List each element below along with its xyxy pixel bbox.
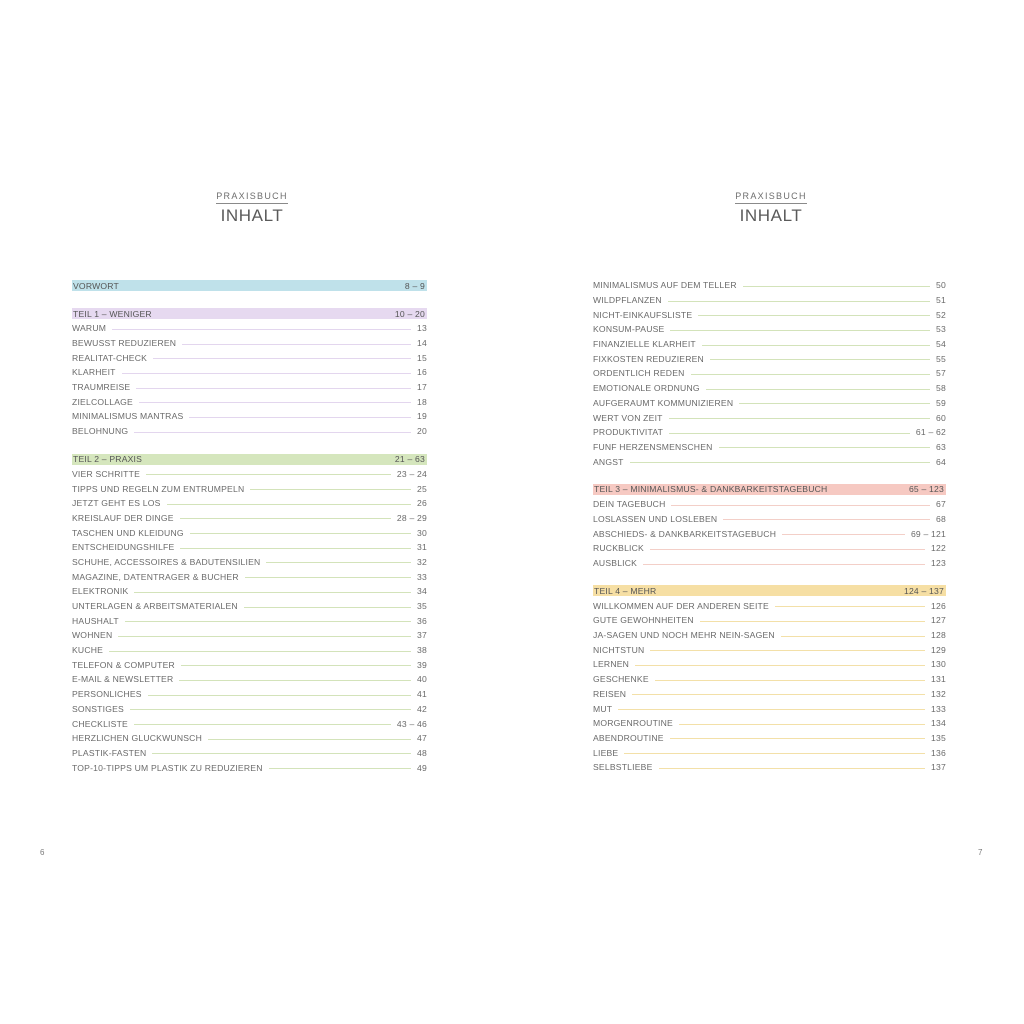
toc-entry[interactable]	[593, 642, 946, 657]
left-page-title: INHALT	[220, 206, 284, 225]
toc-entry-leader-line	[125, 621, 411, 622]
toc-entry-label: ABSCHIEDS- & DANKBARKEITSTAGEBUCH	[593, 528, 777, 539]
toc-entry-label: MUT	[593, 703, 613, 714]
toc-entry-page: 17	[417, 382, 427, 393]
toc-entry[interactable]	[72, 409, 427, 424]
toc-entry-page: 55	[936, 353, 946, 364]
right-page-title: INHALT	[739, 206, 803, 225]
toc-entry[interactable]	[72, 657, 427, 672]
toc-entry-page: 13	[417, 323, 427, 334]
toc-entry-leader-line	[148, 695, 411, 696]
toc-entry-label: GESCHENKE	[593, 674, 649, 685]
toc-entry-label: AUSBLICK	[593, 558, 638, 569]
toc-entry[interactable]	[593, 278, 946, 293]
toc-entry[interactable]	[72, 584, 427, 599]
toc-entry-page: 39	[417, 659, 427, 670]
toc-entry-label: RUCKBLICK	[593, 543, 644, 554]
toc-entry-label: MINIMALISMUS AUF DEM TELLER	[593, 280, 737, 291]
toc-entry-label: TASCHEN UND KLEIDUNG	[72, 527, 184, 538]
toc-entry-page: 64	[936, 456, 946, 467]
section-heading-label: TEIL 4 – MEHR	[594, 585, 657, 596]
toc-entry[interactable]	[593, 497, 946, 512]
toc-entry-leader-line	[134, 724, 391, 725]
toc-entry-label: KUCHE	[72, 645, 104, 656]
section-heading-pages: 8 – 9	[404, 280, 425, 291]
section-spacer	[593, 570, 946, 585]
toc-entry[interactable]	[72, 336, 427, 351]
toc-entry[interactable]	[593, 541, 946, 556]
toc-entry[interactable]	[593, 526, 946, 541]
toc-entry-page: 68	[936, 513, 946, 524]
toc-entry-leader-line	[112, 329, 411, 330]
toc-entry-leader-line	[208, 739, 411, 740]
toc-entry[interactable]	[593, 337, 946, 352]
toc-entry-page: 67	[936, 499, 946, 510]
toc-entry-page: 69 – 121	[910, 528, 946, 539]
toc-entry[interactable]	[72, 496, 427, 511]
toc-entry-page: 134	[931, 718, 946, 729]
section-heading[interactable]	[593, 484, 946, 495]
toc-entry-label: WILDPFLANZEN	[593, 295, 662, 306]
toc-entry-page: 37	[417, 630, 427, 641]
toc-entry-label: HAUSHALT	[72, 615, 119, 626]
toc-entry-page: 60	[936, 412, 946, 423]
toc-entry[interactable]	[593, 293, 946, 308]
right-page-header	[711, 186, 831, 226]
toc-entry-leader-line	[118, 636, 411, 637]
toc-entry-leader-line	[181, 665, 411, 666]
left-toc	[72, 280, 427, 775]
toc-entry-label: FINANZIELLE KLARHEIT	[593, 339, 696, 350]
toc-entry-page: 49	[417, 762, 427, 773]
toc-entry[interactable]	[593, 454, 946, 469]
toc-entry[interactable]	[593, 366, 946, 381]
toc-entry-leader-line	[109, 651, 411, 652]
toc-entry-page: 54	[936, 339, 946, 350]
toc-entry-label: SONSTIGES	[72, 703, 124, 714]
toc-entry-label: ENTSCHEIDUNGSHILFE	[72, 542, 175, 553]
toc-entry[interactable]	[72, 511, 427, 526]
toc-entry[interactable]	[72, 628, 427, 643]
toc-entry-label: ABENDROUTINE	[593, 732, 664, 743]
toc-entry-page: 42	[417, 703, 427, 714]
toc-entry[interactable]	[72, 394, 427, 409]
toc-entry-page: 136	[931, 747, 946, 758]
toc-entry-leader-line	[632, 694, 925, 695]
toc-entry-label: TELEFON & COMPUTER	[72, 659, 175, 670]
toc-entry-page: 137	[931, 762, 946, 773]
toc-entry-leader-line	[624, 753, 925, 754]
right-page	[512, 0, 1024, 1024]
toc-entry[interactable]	[593, 440, 946, 455]
section-heading[interactable]	[593, 585, 946, 596]
toc-entry-leader-line	[130, 709, 411, 710]
toc-entry-label: KREISLAUF DER DINGE	[72, 512, 174, 523]
toc-entry-label: JETZT GEHT ES LOS	[72, 498, 161, 509]
toc-entry-leader-line	[182, 344, 411, 345]
toc-entry[interactable]	[72, 424, 427, 439]
toc-entry[interactable]	[593, 351, 946, 366]
toc-entry-page: 14	[417, 338, 427, 349]
toc-entry-leader-line	[250, 489, 411, 490]
toc-entry[interactable]	[72, 702, 427, 717]
toc-entry[interactable]	[593, 701, 946, 716]
left-page-header	[192, 186, 312, 226]
toc-entry[interactable]	[72, 467, 427, 482]
toc-entry-label: NICHT-EINKAUFSLISTE	[593, 309, 693, 320]
toc-entry-label: HERZLICHEN GLUCKWUNSCH	[72, 733, 202, 744]
toc-entry-label: FUNF HERZENSMENSCHEN	[593, 441, 713, 452]
toc-entry-page: 20	[417, 426, 427, 437]
toc-entry[interactable]	[593, 745, 946, 760]
toc-entry[interactable]	[72, 380, 427, 395]
toc-entry-leader-line	[781, 636, 925, 637]
section-heading-pages: 124 – 137	[903, 585, 944, 596]
toc-entry-page: 19	[417, 411, 427, 422]
toc-entry-page: 132	[931, 688, 946, 699]
toc-entry-page: 58	[936, 383, 946, 394]
toc-entry-page: 35	[417, 601, 427, 612]
toc-entry-leader-line	[180, 518, 391, 519]
section-heading-pages: 21 – 63	[394, 454, 425, 464]
toc-entry-page: 41	[417, 689, 427, 700]
toc-entry-label: WERT VON ZEIT	[593, 412, 663, 423]
toc-entry-page: 53	[936, 324, 946, 335]
toc-entry[interactable]	[593, 731, 946, 746]
section-spacer	[593, 469, 946, 484]
toc-entry-label: WOHNEN	[72, 630, 113, 641]
toc-entry-page: 63	[936, 441, 946, 452]
section-heading-label: TEIL 2 – PRAXIS	[73, 454, 143, 464]
toc-entry-leader-line	[671, 505, 930, 506]
toc-entry-label: ZIELCOLLAGE	[72, 396, 133, 407]
toc-entry-leader-line	[775, 606, 925, 607]
toc-entry-label: PLASTIK-FASTEN	[72, 747, 147, 758]
toc-entry-leader-line	[723, 519, 930, 520]
toc-entry-leader-line	[134, 432, 411, 433]
toc-entry[interactable]	[593, 716, 946, 731]
section-heading[interactable]	[72, 308, 427, 319]
toc-entry-leader-line	[244, 607, 411, 608]
toc-entry-page: 128	[931, 630, 946, 641]
toc-entry[interactable]	[72, 569, 427, 584]
toc-entry-page: 28 – 29	[396, 512, 427, 523]
toc-entry-label: REALITAT-CHECK	[72, 352, 148, 363]
toc-entry-page: 127	[931, 615, 946, 626]
toc-entry[interactable]	[593, 598, 946, 613]
toc-entry-label: NICHTSTUN	[593, 644, 645, 655]
toc-entry[interactable]	[593, 512, 946, 527]
toc-entry-leader-line	[650, 650, 925, 651]
toc-entry[interactable]	[72, 365, 427, 380]
toc-entry-leader-line	[670, 330, 930, 331]
toc-entry-label: GUTE GEWOHNHEITEN	[593, 615, 694, 626]
toc-entry-leader-line	[630, 462, 930, 463]
toc-entry[interactable]	[72, 746, 427, 761]
toc-entry[interactable]	[593, 425, 946, 440]
toc-entry-leader-line	[139, 402, 411, 403]
toc-entry-leader-line	[700, 621, 925, 622]
toc-entry-label: EMOTIONALE ORDNUNG	[593, 383, 700, 394]
right-page-number: 7	[978, 848, 983, 857]
toc-entry-page: 47	[417, 733, 427, 744]
toc-entry-leader-line	[643, 564, 925, 565]
toc-entry-page: 123	[931, 558, 946, 569]
toc-entry-label: E-MAIL & NEWSLETTER	[72, 674, 174, 685]
toc-entry-label: ANGST	[593, 456, 624, 467]
toc-entry-leader-line	[245, 577, 411, 578]
toc-entry-leader-line	[670, 738, 925, 739]
toc-entry-label: WILLKOMMEN AUF DER ANDEREN SEITE	[593, 600, 769, 611]
toc-entry[interactable]	[72, 555, 427, 570]
toc-entry-leader-line	[679, 724, 925, 725]
toc-entry-leader-line	[698, 315, 930, 316]
section-heading-label: TEIL 3 – MINIMALISMUS- & DANKBARKEITSTAGEBUCH	[594, 484, 828, 495]
toc-entry-page: 129	[931, 644, 946, 655]
toc-entry-label: TIPPS UND REGELN ZUM ENTRUMPELN	[72, 483, 245, 494]
toc-entry-label: TOP-10-TIPPS UM PLASTIK ZU REDUZIEREN	[72, 762, 263, 773]
toc-entry-leader-line	[669, 418, 930, 419]
toc-entry-leader-line	[655, 680, 925, 681]
left-page-kicker: PRAXISBUCH	[216, 191, 288, 204]
toc-entry-leader-line	[618, 709, 925, 710]
toc-entry-label: BELOHNUNG	[72, 426, 129, 437]
toc-entry-page: 43 – 46	[396, 718, 427, 729]
toc-entry[interactable]	[72, 643, 427, 658]
toc-entry-leader-line	[146, 474, 391, 475]
toc-entry-page: 32	[417, 556, 427, 567]
toc-entry-page: 34	[417, 586, 427, 597]
section-spacer	[72, 439, 427, 454]
toc-entry-leader-line	[710, 359, 930, 360]
toc-entry-page: 25	[417, 483, 427, 494]
toc-entry-leader-line	[134, 592, 411, 593]
toc-entry-leader-line	[122, 373, 411, 374]
toc-entry-leader-line	[668, 301, 930, 302]
toc-entry-leader-line	[691, 374, 930, 375]
toc-entry[interactable]	[72, 525, 427, 540]
toc-entry[interactable]	[72, 350, 427, 365]
section-spacer	[72, 293, 427, 308]
toc-entry-page: 15	[417, 352, 427, 363]
toc-entry[interactable]	[593, 613, 946, 628]
toc-entry-page: 59	[936, 397, 946, 408]
toc-entry-label: REISEN	[593, 688, 627, 699]
toc-entry-label: DEIN TAGEBUCH	[593, 499, 666, 510]
toc-entry[interactable]	[72, 672, 427, 687]
toc-entry-page: 130	[931, 659, 946, 670]
toc-entry-page: 33	[417, 571, 427, 582]
toc-entry-leader-line	[269, 768, 411, 769]
toc-entry[interactable]	[72, 687, 427, 702]
toc-entry[interactable]	[72, 540, 427, 555]
toc-entry-label: JA-SAGEN UND NOCH MEHR NEIN-SAGEN	[593, 630, 775, 641]
toc-entry-label: TRAUMREISE	[72, 382, 131, 393]
toc-entry-label: UNTERLAGEN & ARBEITSMATERIALEN	[72, 601, 238, 612]
right-toc	[593, 278, 946, 775]
toc-entry-page: 51	[936, 295, 946, 306]
toc-entry-leader-line	[719, 447, 930, 448]
toc-entry-leader-line	[739, 403, 930, 404]
toc-entry-page: 18	[417, 396, 427, 407]
toc-entry[interactable]	[593, 657, 946, 672]
toc-entry-label: KONSUM-PAUSE	[593, 324, 665, 335]
toc-entry-leader-line	[635, 665, 925, 666]
toc-entry-page: 36	[417, 615, 427, 626]
toc-entry-label: PERSONLICHES	[72, 689, 142, 700]
section-heading-label: TEIL 1 – WENIGER	[73, 308, 152, 319]
toc-entry-label: MAGAZINE, DATENTRAGER & BUCHER	[72, 571, 239, 582]
toc-entry[interactable]	[593, 307, 946, 322]
toc-entry-label: AUFGERAUMT KOMMUNIZIEREN	[593, 397, 734, 408]
toc-entry-page: 40	[417, 674, 427, 685]
section-heading[interactable]	[72, 280, 427, 291]
toc-entry[interactable]	[593, 381, 946, 396]
section-heading-pages: 65 – 123	[908, 484, 944, 495]
toc-entry-label: WARUM	[72, 323, 107, 334]
toc-entry-label: ORDENTLICH REDEN	[593, 368, 685, 379]
toc-entry-leader-line	[266, 562, 411, 563]
toc-entry-leader-line	[669, 433, 910, 434]
toc-entry-leader-line	[650, 549, 925, 550]
toc-entry-page: 26	[417, 498, 427, 509]
toc-entry-label: BEWUSST REDUZIEREN	[72, 338, 177, 349]
toc-entry-leader-line	[743, 286, 930, 287]
toc-entry-page: 38	[417, 645, 427, 656]
toc-entry-page: 30	[417, 527, 427, 538]
toc-entry-label: KLARHEIT	[72, 367, 116, 378]
toc-entry-leader-line	[706, 389, 930, 390]
toc-entry-leader-line	[189, 417, 411, 418]
left-page-number: 6	[40, 848, 45, 857]
toc-entry-label: CHECKLISTE	[72, 718, 128, 729]
toc-entry-leader-line	[190, 533, 411, 534]
section-heading-pages: 10 – 20	[394, 308, 425, 319]
toc-entry-page: 48	[417, 747, 427, 758]
toc-entry[interactable]	[72, 760, 427, 775]
toc-entry-leader-line	[179, 680, 411, 681]
toc-entry-page: 122	[931, 543, 946, 554]
toc-entry[interactable]	[593, 760, 946, 775]
toc-entry-leader-line	[659, 768, 926, 769]
toc-entry-page: 16	[417, 367, 427, 378]
toc-entry-page: 133	[931, 703, 946, 714]
toc-entry[interactable]	[593, 410, 946, 425]
toc-entry-page: 31	[417, 542, 427, 553]
toc-entry-page: 131	[931, 674, 946, 685]
toc-entry-label: VIER SCHRITTE	[72, 468, 141, 479]
toc-entry-label: LIEBE	[593, 747, 619, 758]
toc-entry-label: SELBSTLIEBE	[593, 762, 653, 773]
toc-entry-leader-line	[702, 345, 930, 346]
toc-entry-leader-line	[782, 534, 905, 535]
toc-entry[interactable]	[593, 687, 946, 702]
toc-entry[interactable]	[72, 731, 427, 746]
toc-entry[interactable]	[72, 599, 427, 614]
section-heading[interactable]	[72, 454, 427, 465]
toc-entry[interactable]	[593, 396, 946, 411]
toc-entry-label: MINIMALISMUS MANTRAS	[72, 411, 184, 422]
toc-entry-leader-line	[136, 388, 411, 389]
toc-entry-leader-line	[153, 358, 411, 359]
toc-entry-label: LOSLASSEN UND LOSLEBEN	[593, 513, 718, 524]
toc-entry-page: 126	[931, 600, 946, 611]
toc-entry[interactable]	[72, 613, 427, 628]
toc-entry-label: PRODUKTIVITAT	[593, 427, 664, 438]
toc-entry-leader-line	[180, 548, 411, 549]
right-page-kicker: PRAXISBUCH	[735, 191, 807, 204]
toc-entry-page: 135	[931, 732, 946, 743]
toc-entry-page: 50	[936, 280, 946, 291]
toc-entry-label: MORGENROUTINE	[593, 718, 673, 729]
section-heading-label: VORWORT	[73, 280, 119, 291]
toc-entry[interactable]	[72, 321, 427, 336]
toc-entry-label: FIXKOSTEN REDUZIEREN	[593, 353, 704, 364]
toc-entry-label: SCHUHE, ACCESSOIRES & BADUTENSILIEN	[72, 556, 261, 567]
toc-entry-page: 61 – 62	[915, 427, 946, 438]
toc-entry-page: 57	[936, 368, 946, 379]
toc-entry[interactable]	[593, 556, 946, 571]
toc-entry[interactable]	[593, 672, 946, 687]
toc-entry[interactable]	[593, 322, 946, 337]
toc-entry-label: ELEKTRONIK	[72, 586, 129, 597]
toc-entry-label: LERNEN	[593, 659, 630, 670]
toc-entry-page: 52	[936, 309, 946, 320]
toc-entry[interactable]	[72, 481, 427, 496]
toc-entry-leader-line	[152, 753, 411, 754]
toc-entry-page: 23 – 24	[396, 468, 427, 479]
toc-entry[interactable]	[72, 716, 427, 731]
toc-entry-leader-line	[167, 504, 411, 505]
toc-entry[interactable]	[593, 628, 946, 643]
